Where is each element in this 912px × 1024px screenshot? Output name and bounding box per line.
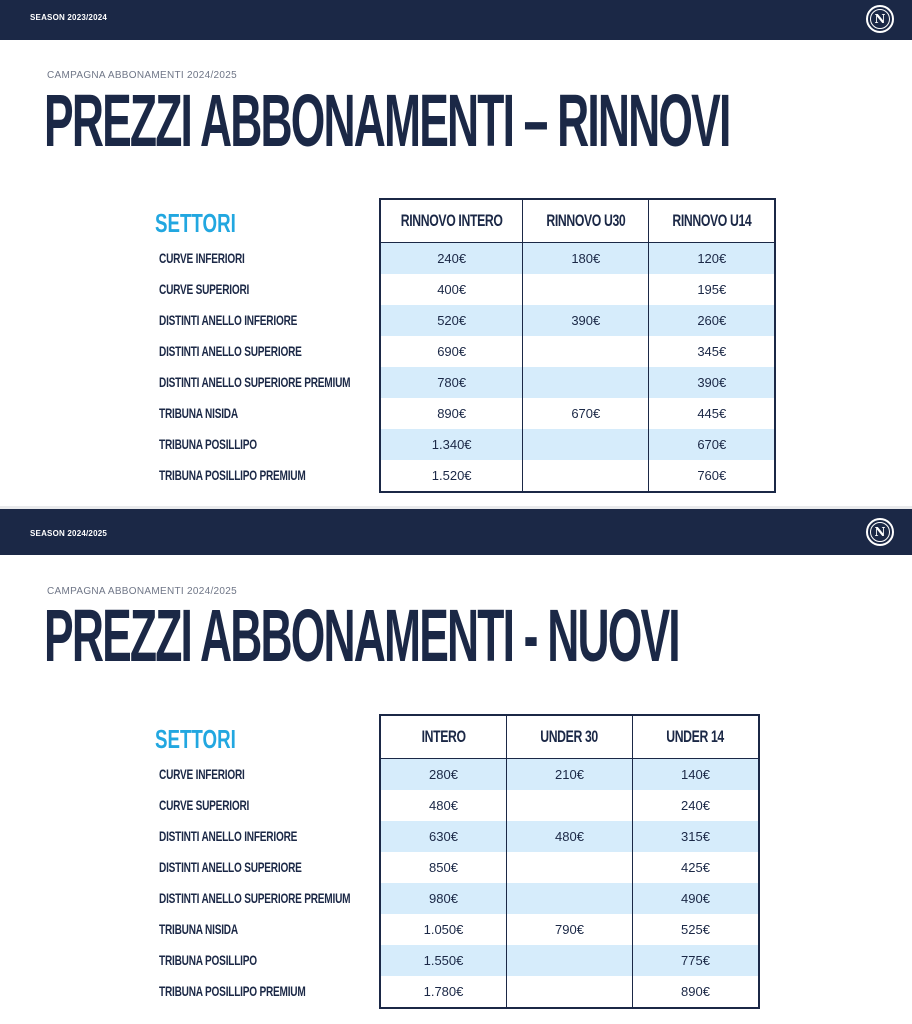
club-logo-icon xyxy=(866,518,894,546)
price-cell xyxy=(523,429,649,460)
table-row xyxy=(380,274,775,305)
price-cell xyxy=(507,976,633,1008)
price-cell: 1.520€ xyxy=(380,460,523,492)
price-cell: 630€ xyxy=(380,821,507,852)
season-label: SEASON 2024/2025 xyxy=(30,529,108,538)
sector-label: TRIBUNA POSILLIPO xyxy=(159,952,257,968)
price-cell: 180€ xyxy=(523,243,649,275)
price-cell: 445€ xyxy=(649,398,776,429)
price-cell: 980€ xyxy=(380,883,507,914)
table-row xyxy=(380,914,759,945)
sector-label: TRIBUNA NISIDA xyxy=(159,921,238,937)
price-cell: 775€ xyxy=(633,945,760,976)
price-cell: 1.550€ xyxy=(380,945,507,976)
price-cell xyxy=(523,460,649,492)
price-cell: 790€ xyxy=(507,914,633,945)
sector-label: CURVE INFERIORI xyxy=(159,766,245,782)
table-row xyxy=(380,367,775,398)
page-title: PREZZI ABBONAMENTI – RINNOVI xyxy=(44,79,730,162)
price-cell: 390€ xyxy=(523,305,649,336)
campaign-subtitle: CAMPAGNA ABBONAMENTI 2024/2025 xyxy=(47,70,238,81)
price-cell: 240€ xyxy=(633,790,760,821)
price-cell xyxy=(507,945,633,976)
price-cell: 1.050€ xyxy=(380,914,507,945)
price-cell: 260€ xyxy=(649,305,776,336)
sector-label: DISTINTI ANELLO SUPERIORE PREMIUM xyxy=(159,374,351,390)
sector-label: DISTINTI ANELLO SUPERIORE PREMIUM xyxy=(159,890,351,906)
price-cell: 140€ xyxy=(633,759,760,791)
price-cell: 400€ xyxy=(380,274,523,305)
price-cell: 390€ xyxy=(649,367,776,398)
page-title: PREZZI ABBONAMENTI - NUOVI xyxy=(44,594,679,677)
price-cell xyxy=(507,852,633,883)
table-row xyxy=(380,429,775,460)
season-label: SEASON 2023/2024 xyxy=(30,13,108,22)
table-row xyxy=(380,759,759,791)
price-cell: 120€ xyxy=(649,243,776,275)
table-row xyxy=(380,883,759,914)
table-header-row xyxy=(380,199,775,243)
club-logo-icon xyxy=(866,5,894,33)
column-header: INTERO xyxy=(380,715,507,759)
column-header: RINNOVO INTERO xyxy=(380,199,523,243)
price-cell: 315€ xyxy=(633,821,760,852)
table-row xyxy=(380,976,759,1008)
price-cell xyxy=(507,883,633,914)
price-cell xyxy=(523,274,649,305)
sectors-heading: SETTORI xyxy=(155,208,236,238)
price-cell: 480€ xyxy=(380,790,507,821)
table-row xyxy=(380,336,775,367)
sector-label: TRIBUNA POSILLIPO PREMIUM xyxy=(159,983,306,999)
sector-label: CURVE INFERIORI xyxy=(159,250,245,266)
price-cell: 890€ xyxy=(633,976,760,1008)
slide-rinnovi xyxy=(0,0,912,506)
table-row xyxy=(380,243,775,275)
table-row xyxy=(380,790,759,821)
column-header: UNDER 14 xyxy=(633,715,760,759)
price-cell xyxy=(507,790,633,821)
sector-label: DISTINTI ANELLO INFERIORE xyxy=(159,312,298,328)
price-cell: 210€ xyxy=(507,759,633,791)
table-header-row xyxy=(380,715,759,759)
top-bar xyxy=(0,0,912,40)
column-header: RINNOVO U14 xyxy=(649,199,776,243)
price-cell: 1.340€ xyxy=(380,429,523,460)
price-cell: 195€ xyxy=(649,274,776,305)
price-cell: 280€ xyxy=(380,759,507,791)
table-row xyxy=(380,398,775,429)
table-row xyxy=(380,821,759,852)
sector-label: CURVE SUPERIORI xyxy=(159,281,250,297)
price-table xyxy=(379,198,776,493)
price-cell: 345€ xyxy=(649,336,776,367)
price-cell: 670€ xyxy=(523,398,649,429)
table-row xyxy=(380,460,775,492)
price-cell: 690€ xyxy=(380,336,523,367)
campaign-subtitle: CAMPAGNA ABBONAMENTI 2024/2025 xyxy=(47,586,238,597)
sector-label: TRIBUNA POSILLIPO xyxy=(159,436,257,452)
price-cell: 490€ xyxy=(633,883,760,914)
price-cell xyxy=(523,367,649,398)
column-header: RINNOVO U30 xyxy=(523,199,649,243)
price-cell: 850€ xyxy=(380,852,507,883)
price-cell xyxy=(523,336,649,367)
price-cell: 240€ xyxy=(380,243,523,275)
table-row xyxy=(380,852,759,883)
table-row xyxy=(380,305,775,336)
logo-letter: N xyxy=(870,522,890,542)
price-cell: 425€ xyxy=(633,852,760,883)
price-cell: 890€ xyxy=(380,398,523,429)
price-cell: 520€ xyxy=(380,305,523,336)
sector-label: TRIBUNA NISIDA xyxy=(159,405,238,421)
column-header: UNDER 30 xyxy=(507,715,633,759)
price-cell: 780€ xyxy=(380,367,523,398)
sector-label: DISTINTI ANELLO INFERIORE xyxy=(159,828,298,844)
price-cell: 760€ xyxy=(649,460,776,492)
price-cell: 525€ xyxy=(633,914,760,945)
sectors-heading: SETTORI xyxy=(155,724,236,754)
sector-label: DISTINTI ANELLO SUPERIORE xyxy=(159,343,302,359)
table-row xyxy=(380,945,759,976)
logo-letter: N xyxy=(870,9,890,29)
sector-label: TRIBUNA POSILLIPO PREMIUM xyxy=(159,467,306,483)
sector-label: CURVE SUPERIORI xyxy=(159,797,250,813)
price-cell: 480€ xyxy=(507,821,633,852)
top-bar xyxy=(0,509,912,555)
price-cell: 1.780€ xyxy=(380,976,507,1008)
sector-label: DISTINTI ANELLO SUPERIORE xyxy=(159,859,302,875)
slide-nuovi xyxy=(0,509,912,1024)
price-table xyxy=(379,714,760,1009)
price-cell: 670€ xyxy=(649,429,776,460)
